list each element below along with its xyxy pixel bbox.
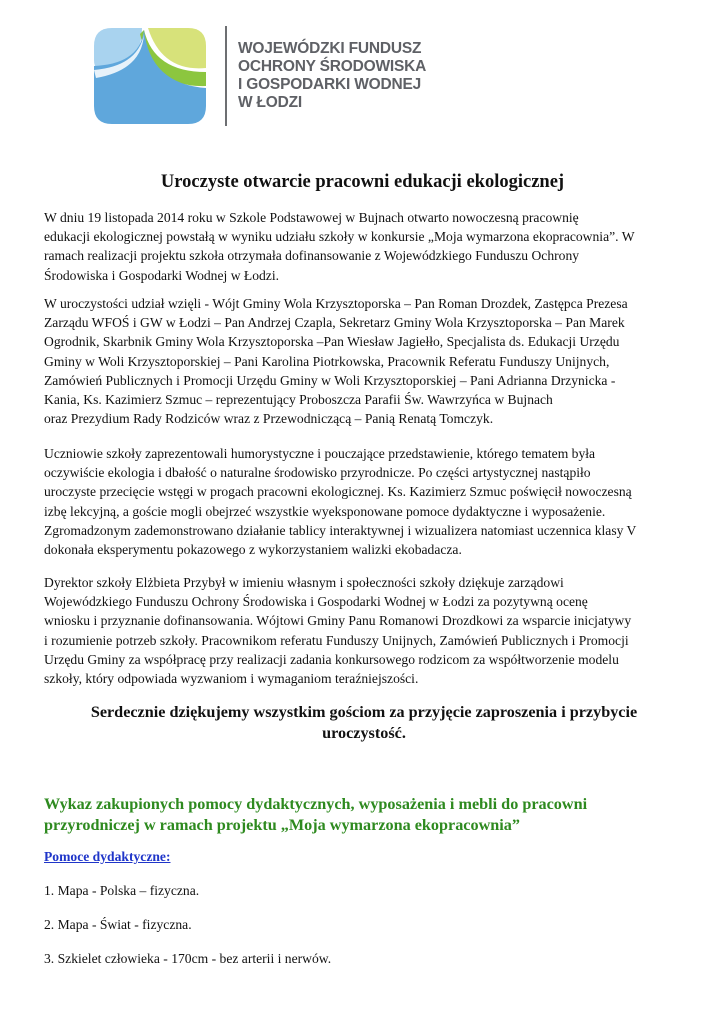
- text-line: szkoły, który odpowiada wyzwaniom i wymaganiom teraźniejszości.: [44, 671, 419, 687]
- text-line: Wykaz zakupionych pomocy dydaktycznych, wyposażenia i mebli do pracowni: [44, 795, 588, 813]
- text-line: i rozumienie potrzeb szkoły. Pracownikom referatu Funduszy Unijnych, Zamówień Publicznych i Promocji: [44, 632, 629, 648]
- text-line: Wojewódzkiego Funduszu Ochrony Środowiska i Gospodarki Wodnej w Łodzi za pozytywną ocenę: [44, 594, 588, 610]
- text-line: oczywiście ekologia i dbałość o naturalne środowisko przyrodnicze. Po części artystycznej nastąpiło: [44, 465, 591, 481]
- text-line: izbę lekcyjną, a goście mogli obejrzeć wszystkie wyeksponowane pomoce dydaktyczne i wyposażenie.: [44, 503, 606, 519]
- text-line: edukacji ekologicznej powstałą w wyniku udziału szkoły w konkursie „Moja wymarzona ekopracownia”. W: [44, 229, 635, 245]
- logo-header: [92, 26, 452, 126]
- list-item: 2. Mapa - Świat - fizyczna.: [44, 917, 192, 932]
- text-line: Ogrodnik, Skarbnik Gminy Wola Krzysztoporska –Pan Wiesław Jagiełło, Specjalista ds. Edukacji Urzędu: [44, 334, 620, 350]
- text-line: Uczniowie szkoły zaprezentowali humorystyczne i pouczające przedstawienie, którego tematem była: [44, 446, 596, 461]
- teaching-aids-subheading: Pomoce dydaktyczne:: [44, 849, 171, 864]
- logo-divider: [225, 26, 227, 126]
- document-title: Uroczyste otwarcie pracowni edukacji ekologicznej: [160, 172, 565, 192]
- text-line: Gminy w Woli Krzysztoporskiej – Pani Karolina Piotrkowska, Pracownik Referatu Funduszy Unijnych,: [44, 353, 610, 369]
- text-line: Dyrektor szkoły Elżbieta Przybył w imieniu własnym i społeczności szkoły dziękuje zarządowi: [44, 575, 564, 590]
- text-line: W dniu 19 listopada 2014 roku w Szkole Podstawowej w Bujnach otwarto nowoczesną pracownię: [44, 210, 579, 225]
- text-line: uroczystość.: [322, 724, 406, 742]
- text-line: uroczyste przecięcie wstęgi w progach pracowni ekologicznej. Ks. Kazimierz Szmuc poświęcił nowoczesną: [44, 484, 632, 500]
- fund-name-line: W ŁODZI: [238, 94, 303, 111]
- fund-name-line: WOJEWÓDZKI FUNDUSZ: [238, 40, 422, 57]
- text-line: Kania, Ks. Kazimierz Szmuc – reprezentujący Proboszcza Parafii Św. Wawrzyńca w Bujnach: [44, 392, 553, 408]
- text-line: przyrodniczej w ramach projektu „Moja wymarzona ekopracownia”: [44, 815, 520, 834]
- text-line: Zarządu WFOŚ i GW w Łodzi – Pan Andrzej Czapla, Sekretarz Gminy Wola Krzysztoporska – Pan Marek: [44, 315, 625, 331]
- fund-logo-icon: [92, 26, 208, 126]
- fund-name-line: OCHRONY ŚRODOWISKA: [238, 58, 427, 75]
- text-line: wniosku i przyznanie dofinansowania. Wójtowi Gminy Panu Romanowi Drozdkowi za wsparcie inicjatywy: [44, 613, 632, 629]
- text-line: Środowiska i Gospodarki Wodnej w Łodzi.: [44, 267, 280, 283]
- text-line: Urzędu Gminy za współpracę przy realizacji zadania konkursowego rodzicom za współtworzenie modelu: [44, 651, 619, 667]
- list-item: 3. Szkielet człowieka - 170cm - bez arterii i nerwów.: [44, 951, 332, 966]
- text-line: W uroczystości udział wzięli - Wójt Gminy Wola Krzysztoporska – Pan Roman Drozdek, Zastępca Prezesa: [44, 296, 628, 311]
- fund-name-line: I GOSPODARKI WODNEJ: [238, 76, 422, 93]
- paragraph-performance: [44, 444, 684, 559]
- paragraph-thanks-director: [44, 573, 684, 688]
- purchase-list-heading: [44, 794, 694, 835]
- text-line: Serdecznie dziękujemy wszystkim gościom za przyjęcie zaproszenia i przybycie: [90, 703, 638, 721]
- paragraph-guests: [44, 294, 684, 428]
- list-item: 1. Mapa - Polska – fizyczna.: [44, 883, 200, 898]
- fund-name: [238, 40, 458, 112]
- thanks-statement: [44, 702, 684, 744]
- text-line: Zamówień Publicznych i Promocji Urzędu Gminy w Woli Krzysztoporskiej – Pani Adrianna Drzynicka -: [44, 372, 616, 388]
- text-line: ramach realizacji projektu szkoła otrzymała dofinansowanie z Wojewódzkiego Funduszu Ochrony: [44, 248, 580, 264]
- text-line: dokonała eksperymentu pokazowego z wykorzystaniem walizki ekobadacza.: [44, 542, 462, 558]
- text-line: Zgromadzonym zademonstrowano działanie tablicy interaktywnej i wizualizera natomiast uczennica klasy V: [44, 522, 637, 538]
- paragraph-intro: [44, 208, 684, 285]
- text-line: oraz Prezydium Rady Rodziców wraz z Przewodniczącą – Panią Renatą Tomczyk.: [44, 411, 494, 427]
